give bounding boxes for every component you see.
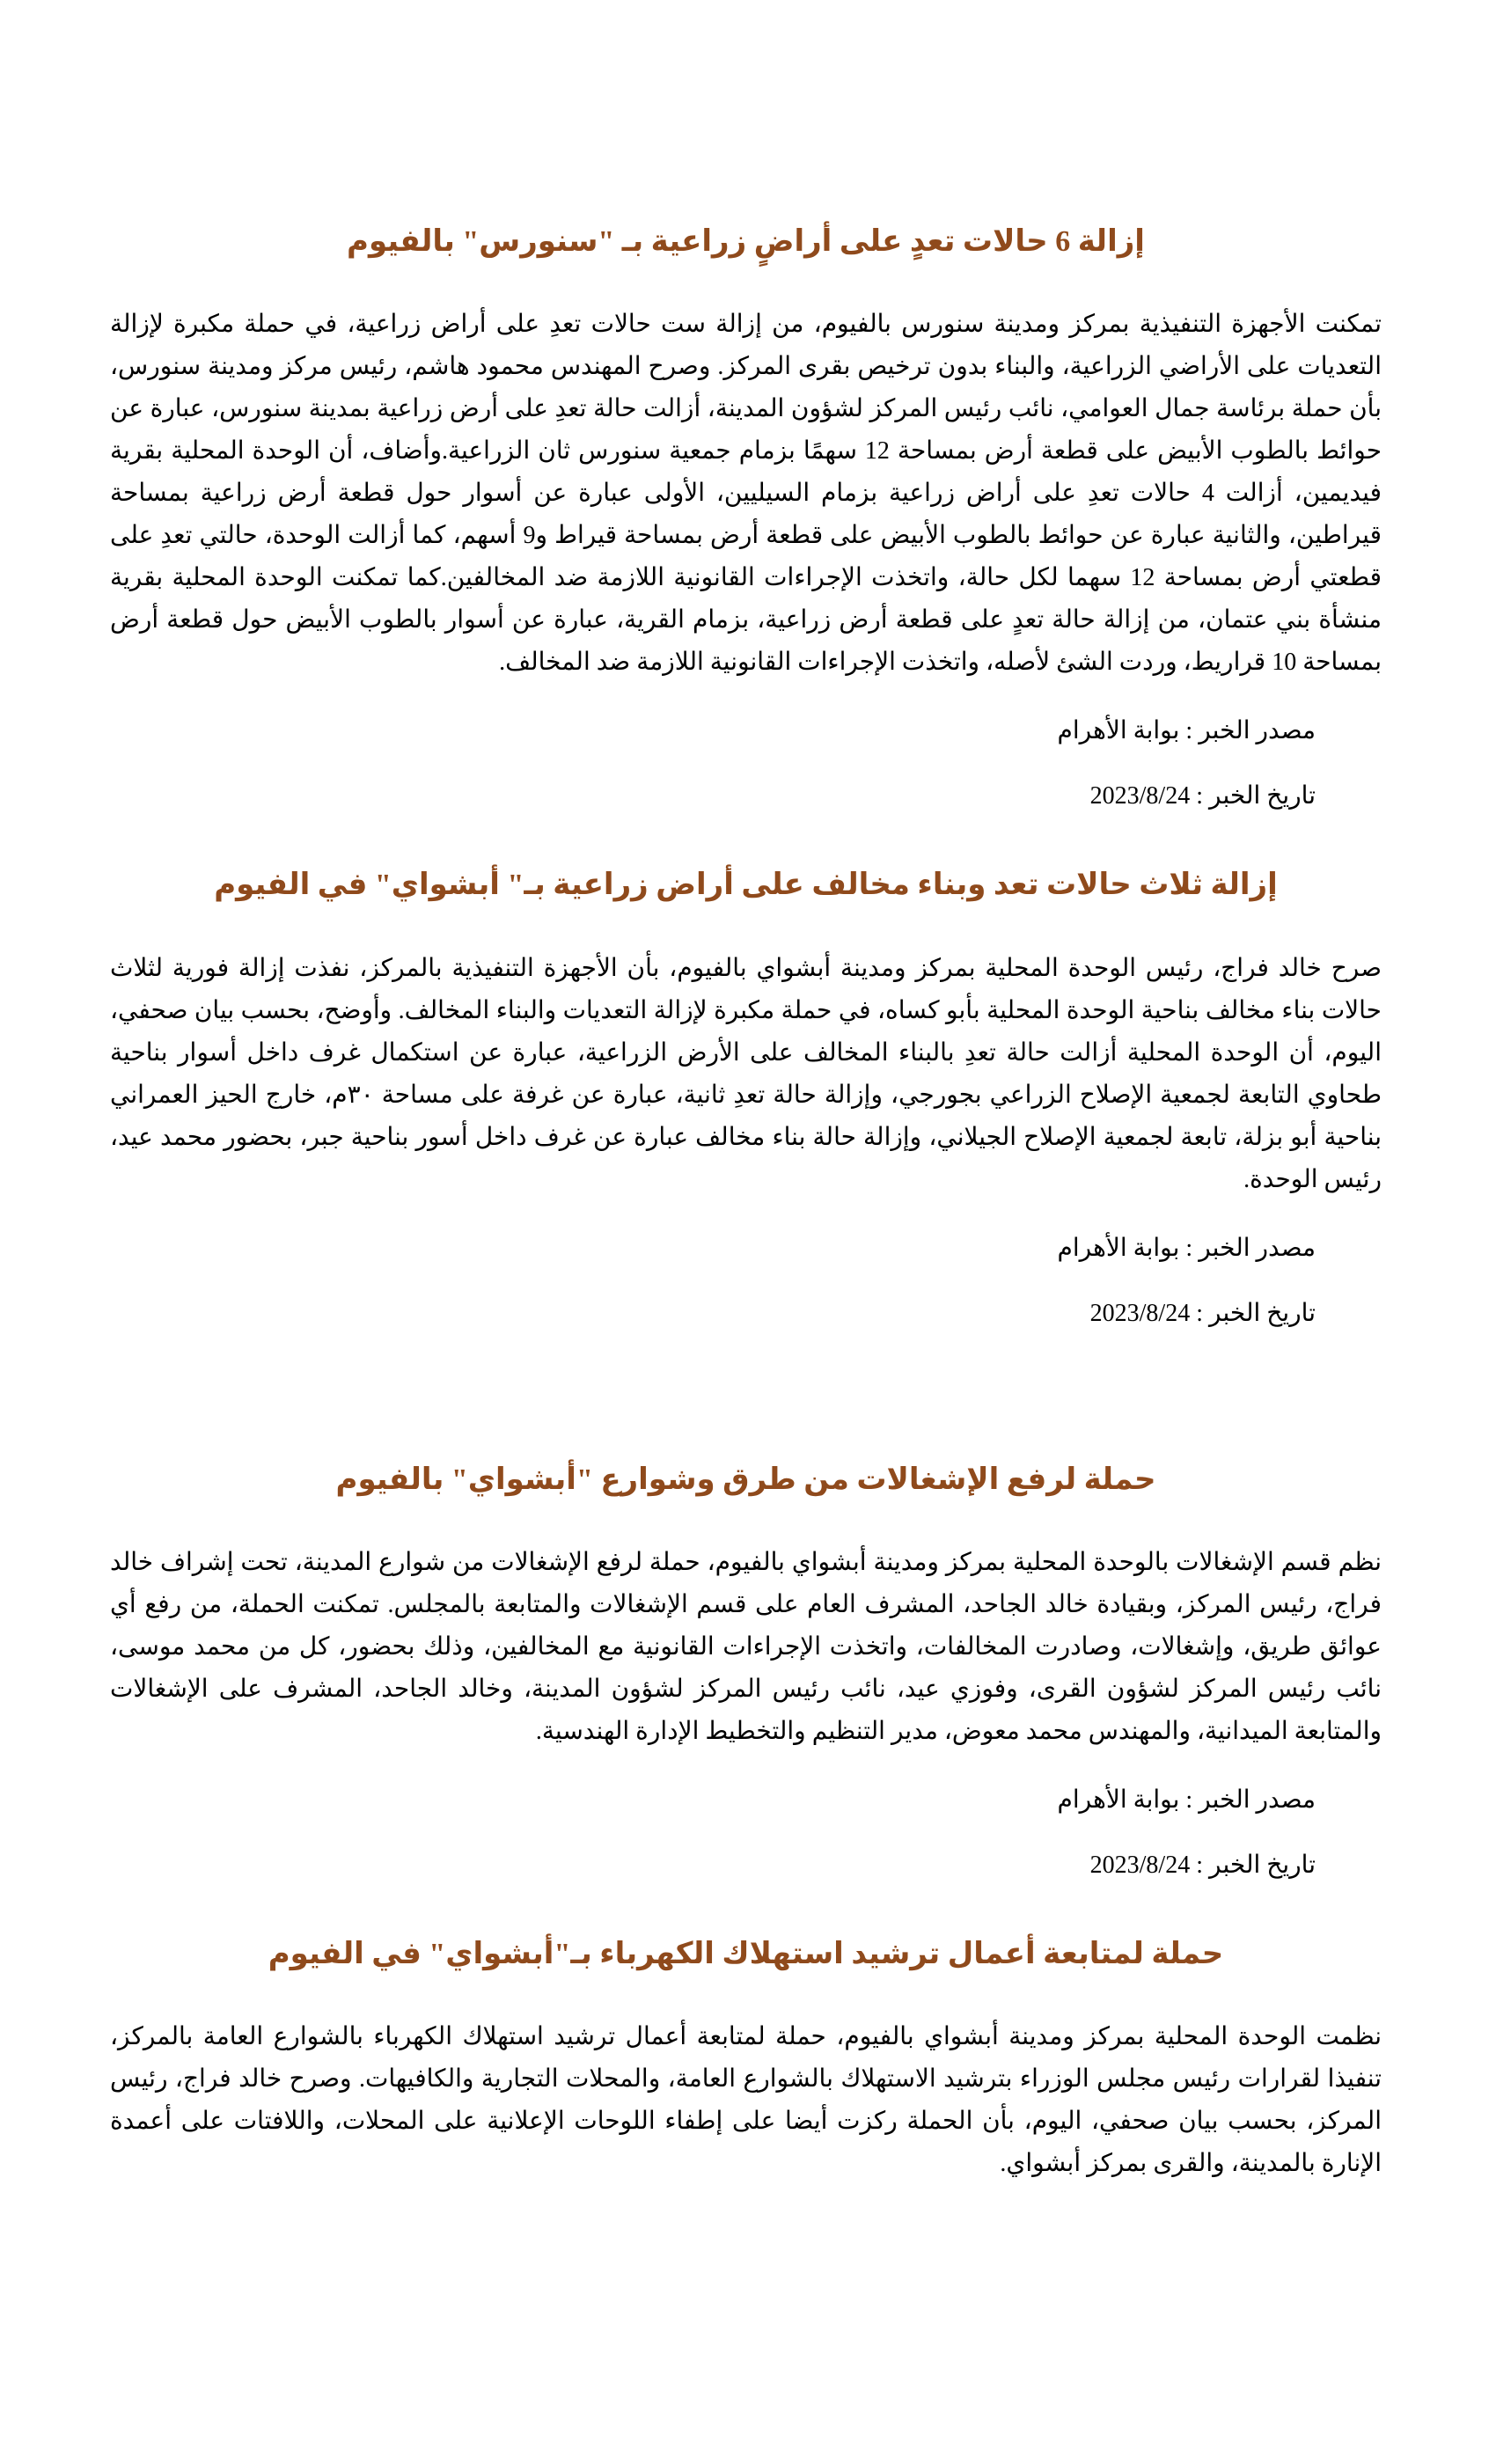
article-title: حملة لرفع الإشغالات من طرق وشوارع "أبشواي" بالفيوم <box>335 1463 1156 1496</box>
news-date-line: تاريخ الخبر : 2023/8/24 <box>1089 1851 1316 1879</box>
news-source-line: مصدر الخبر : بوابة الأهرام <box>1057 1786 1316 1814</box>
news-source-line: مصدر الخبر : بوابة الأهرام <box>1057 1234 1316 1262</box>
news-article-3 <box>110 1458 1382 1887</box>
article-body: صرح خالد فراج، رئيس الوحدة المحلية بمركز ومدينة أبشواي بالفيوم، بأن الأجهزة التنفيذية بالمركز، نفذت إزالة فورية لثلاث حالات بناء مخالف بناحية الوحدة المحلية بأبو كساه، في حملة مكبرة لإزالة التعديات والبناء المخالف. وأوضح، بحسب بيان صحفي، اليوم، أن الوحدة المحلية أزالت حالة تعدِ بالبناء المخالف على الأرض الزراعية، عبارة عن استكمال غرف داخل أسوار بناحية طحاوي التابعة لجمعية الإصلاح الزراعي بجورجي، وإزالة حالة تعدِ ثانية، عبارة عن غرفة على مساحة ٣٠م، خارج الحيز العمراني بناحية أبو بزلة، تابعة لجمعية الإصلاح الجيلاني، وإزالة حالة بناء مخالف عبارة عن غرف داخل أسور بناحية جبر، بحضور محمد عيد، رئيس الوحدة. <box>110 954 1382 1193</box>
news-date-line: تاريخ الخبر : 2023/8/24 <box>1089 1299 1316 1327</box>
news-source-line: مصدر الخبر : بوابة الأهرام <box>1057 717 1316 745</box>
news-article-1 <box>110 220 1382 818</box>
news-article-2 <box>110 863 1382 1334</box>
article-body: تمكنت الأجهزة التنفيذية بمركز ومدينة سنورس بالفيوم، من إزالة ست حالات تعدِ على أراض زراعية، في حملة مكبرة لإزالة التعديات على الأراضي الزراعية، والبناء بدون ترخيص بقرى المركز. وصرح المهندس محمود هاشم، رئيس مركز ومدينة سنورس، بأن حملة برئاسة جمال العوامي، نائب رئيس المركز لشؤون المدينة، أزالت حالة تعدِ على أرض زراعية بمدينة سنورس، عبارة عن حوائط بالطوب الأبيض على قطعة أرض بمساحة 12 سهمًا بزمام جمعية سنورس ثان الزراعية.وأضاف، أن الوحدة المحلية بقرية فيديمين، أزالت 4 حالات تعدِ على أراض زراعية بزمام السيليين، الأولى عبارة عن أسوار حول قطعة أرض زراعية بمساحة قيراطين، والثانية عبارة عن حوائط بالطوب الأبيض على قطعة أرض بمساحة قيراط و9 أسهم، كما أزالت الوحدة، حالتي تعدِ على قطعتي أرض بمساحة 12 سهما لكل حالة، واتخذت الإجراءات القانونية اللازمة ضد المخالفين.كما تمكنت الوحدة المحلية بقرية منشأة بني عتمان، من إزالة حالة تعدٍ على قطعة أرض زراعية، بزمام القرية، عبارة عن أسوار بالطوب الأبيض حول قطعة أرض بمساحة 10 قراريط، وردت الشئ لأصله، واتخذت الإجراءات القانونية اللازمة ضد المخالف. <box>110 311 1382 677</box>
article-body: نظم قسم الإشغالات بالوحدة المحلية بمركز ومدينة أبشواي بالفيوم، حملة لرفع الإشغالات من شوارع المدينة، تحت إشراف خالد فراج، رئيس المركز، وبقيادة خالد الجاحد، المشرف العام على قسم الإشغالات والمتابعة بالمجلس. تمكنت الحملة، من رفع أي عوائق طريق، وإشغالات، وصادرت المخالفات، واتخذت الإجراءات القانونية مع المخالفين، وذلك بحضور، كل من محمد موسى، نائب رئيس المركز لشؤون القرى، وفوزي عيد، نائب رئيس المركز لشؤون المدينة، وخالد الجاحد، المشرف على الإشغالات والمتابعة الميدانية، والمهندس محمد معوض، مدير التنظيم والتخطيط الإدارة الهندسية. <box>110 1548 1382 1745</box>
news-date-line: تاريخ الخبر : 2023/8/24 <box>1089 782 1316 810</box>
article-body: نظمت الوحدة المحلية بمركز ومدينة أبشواي بالفيوم، حملة لمتابعة أعمال ترشيد استهلاك الكهرباء بالشوارع العامة بالمركز، تنفيذا لقرارات رئيس مجلس الوزراء بترشيد الاستهلاك بالشوارع العامة، والمحلات التجارية والكافيهات. وصرح خالد فراج، رئيس المركز، بحسب بيان صحفي، اليوم، بأن الحملة ركزت أيضا على إطفاء اللوحات الإعلانية على المحلات، واللافتات على أعمدة الإنارة بالمدينة، والقرى بمركز أبشواي. <box>110 2023 1382 2178</box>
article-title: إزالة 6 حالات تعدٍ على أراضٍ زراعية بـ "سنورس" بالفيوم <box>347 225 1145 258</box>
news-article-4 <box>110 1932 1382 2185</box>
article-title: إزالة ثلاث حالات تعد وبناء مخالف على أراض زراعية بـ" أبشواي" في الفيوم <box>214 869 1278 902</box>
article-title: حملة لمتابعة أعمال ترشيد استهلاك الكهرباء بـ"أبشواي" في الفيوم <box>268 1937 1224 1970</box>
